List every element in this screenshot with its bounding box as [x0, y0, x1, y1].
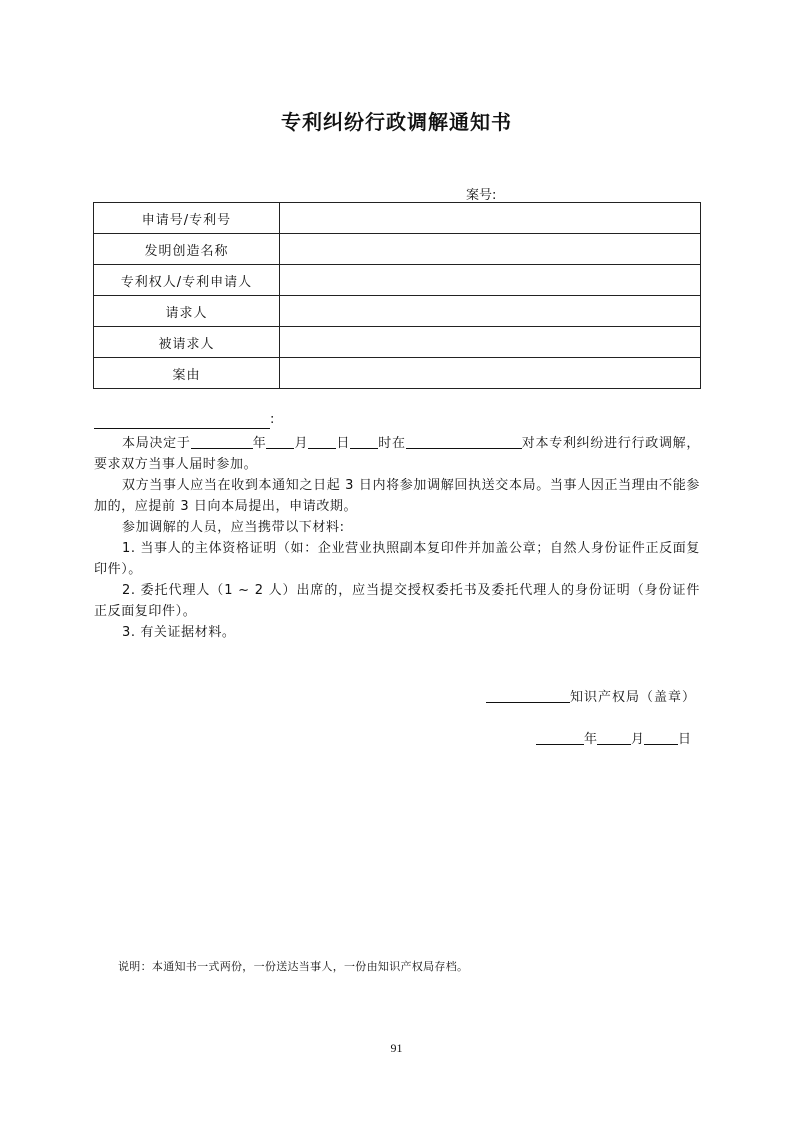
decision-paragraph — [94, 433, 700, 475]
materials-item-3: 3. 有关证据材料。 — [122, 625, 236, 640]
row-label-requester: 请求人 — [94, 296, 280, 327]
hour-blank[interactable] — [350, 434, 378, 449]
addressee-colon: : — [270, 412, 275, 427]
signature-blank[interactable] — [486, 688, 570, 703]
materials-item-2: 2. 委托代理人（1 ~ 2 人）出席的，应当提交授权委托书及委托代理人的身份证明（身份证件正反面复印件）。 — [94, 583, 700, 619]
row-value-application-number[interactable] — [280, 203, 701, 234]
signature-line — [486, 686, 696, 705]
decision-suffix: 对本专利纠纷进行行政调解，要求双方当事人届时参加。 — [94, 436, 700, 472]
signature-label: 知识产权局（盖章） — [570, 690, 697, 705]
row-label-application-number: 申请号/专利号 — [94, 203, 280, 234]
issue-month-label: 月 — [631, 732, 645, 747]
year-label: 年 — [252, 436, 267, 451]
table-row — [94, 203, 701, 234]
year-blank[interactable] — [191, 434, 253, 449]
table-row — [94, 265, 701, 296]
row-value-invention-name[interactable] — [280, 234, 701, 265]
row-value-patentee[interactable] — [280, 265, 701, 296]
document-title: 专利纠纷行政调解通知书 — [281, 110, 512, 134]
table-row — [94, 234, 701, 265]
at-label: 时在 — [378, 436, 406, 451]
day-blank[interactable] — [308, 434, 336, 449]
attendance-paragraph: 双方当事人应当在收到本通知之日起 3 日内将参加调解回执送交本局。当事人因正当理由不能参加的，应提前 3 日向本局提出，申请改期。 — [94, 478, 700, 514]
row-value-requester[interactable] — [280, 296, 701, 327]
page-number: 91 — [390, 1041, 403, 1055]
table-row — [94, 296, 701, 327]
table-row — [94, 358, 701, 389]
row-value-respondent[interactable] — [280, 327, 701, 358]
materials-item-1: 1. 当事人的主体资格证明（如：企业营业执照副本复印件并加盖公章；自然人身份证件正反面复印件）。 — [94, 541, 700, 577]
case-number-label: 案号: — [466, 188, 497, 203]
issue-year-blank[interactable] — [536, 730, 584, 745]
location-blank[interactable] — [406, 434, 522, 449]
case-info-table — [93, 202, 701, 389]
row-label-respondent: 被请求人 — [94, 327, 280, 358]
month-blank[interactable] — [266, 434, 294, 449]
issue-day-blank[interactable] — [644, 730, 678, 745]
row-value-case-cause[interactable] — [280, 358, 701, 389]
day-label: 日 — [336, 436, 351, 451]
addressee-blank[interactable] — [94, 413, 270, 429]
row-label-invention-name: 发明创造名称 — [94, 234, 280, 265]
row-label-patentee: 专利权人/专利申请人 — [94, 265, 280, 296]
month-label: 月 — [294, 436, 309, 451]
materials-intro: 参加调解的人员，应当携带以下材料: — [122, 520, 345, 535]
explanatory-note: 说明：本通知书一式两份，一份送达当事人，一份由知识产权局存档。 — [118, 960, 469, 973]
issue-date — [536, 728, 691, 747]
issue-month-blank[interactable] — [597, 730, 631, 745]
row-label-case-cause: 案由 — [94, 358, 280, 389]
issue-day-label: 日 — [678, 732, 692, 747]
table-row — [94, 327, 701, 358]
decision-prefix: 本局决定于 — [122, 436, 191, 451]
issue-year-label: 年 — [584, 732, 598, 747]
